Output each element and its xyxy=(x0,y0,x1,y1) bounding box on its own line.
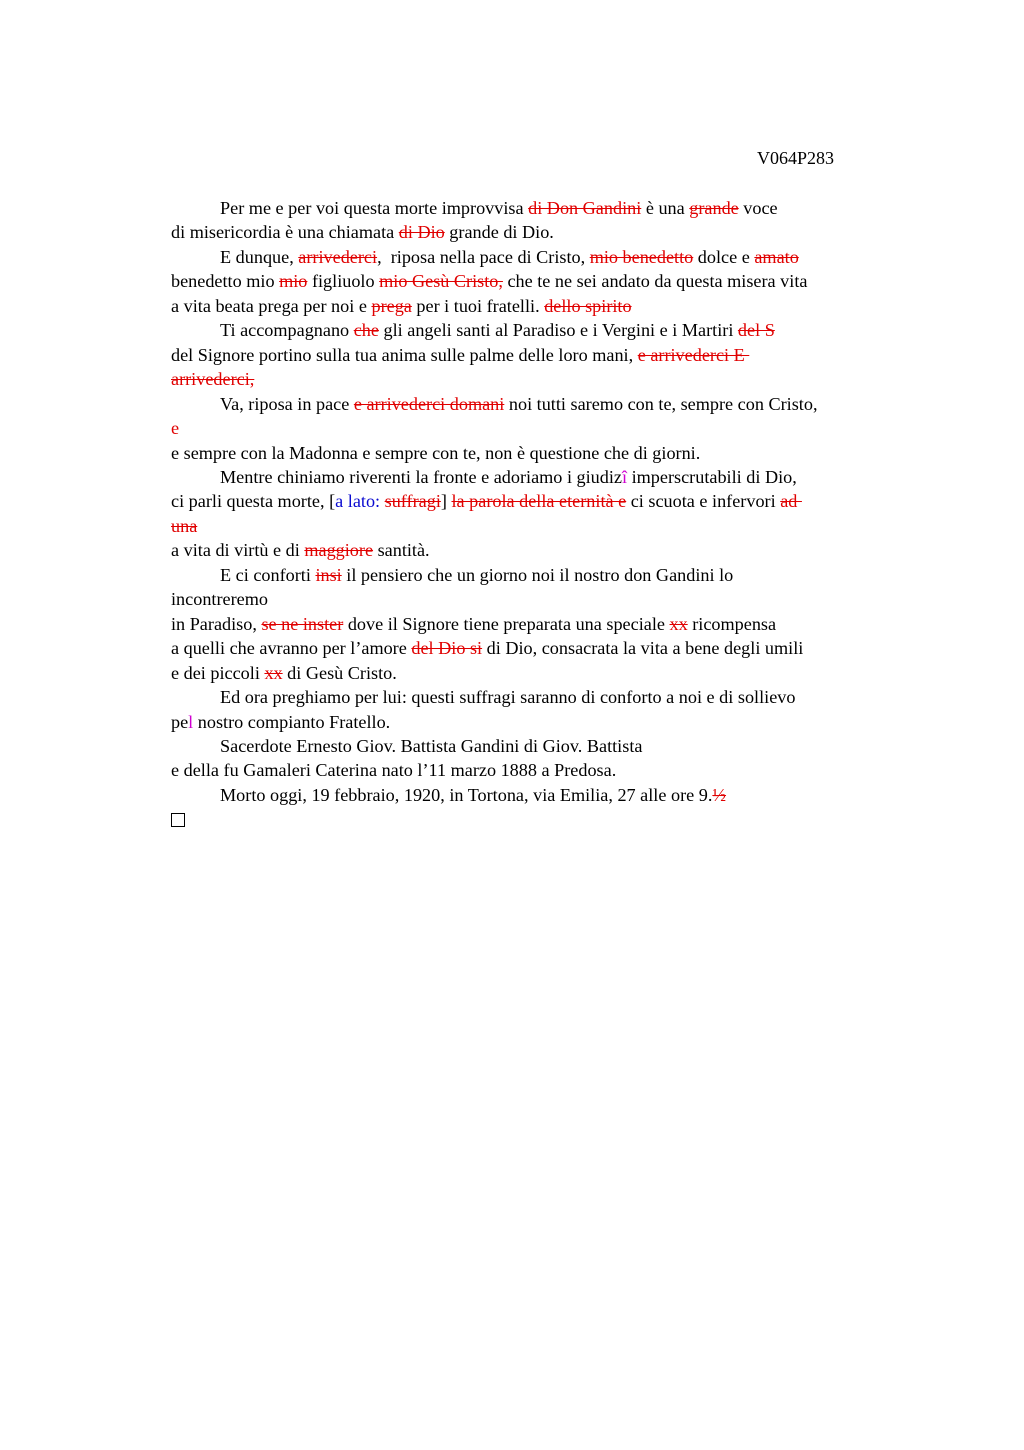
deleted-text: una xyxy=(171,515,198,536)
deleted-text: e arrivederci domani xyxy=(353,393,505,414)
deleted-text: xx xyxy=(264,662,283,683)
deleted-text: mio Gesù Cristo, xyxy=(379,271,503,292)
text-segment: figliuolo xyxy=(307,271,380,292)
text-segment: e della fu Gamaleri Caterina nato l’11 marzo 1888 a Predosa. xyxy=(171,760,617,781)
deleted-text: la parola della eternità e xyxy=(451,491,627,512)
text-line xyxy=(171,758,906,782)
deleted-text: mio xyxy=(279,271,308,292)
deleted-text: e arrivederci E xyxy=(637,344,750,365)
text-segment: imperscrutabili di Dio, xyxy=(627,466,797,487)
text-segment: in Paradiso, xyxy=(171,613,262,634)
deleted-text: arrivederci, xyxy=(171,369,255,390)
text-line xyxy=(171,783,906,807)
text-segment: di Gesù Cristo. xyxy=(282,662,397,683)
text-line xyxy=(171,416,906,440)
text-segment: Per me e per voi questa morte improvvisa xyxy=(220,198,529,218)
text-line xyxy=(171,514,906,538)
text-segment: Mentre chiniamo riverenti la fronte e adoriamo i giudiz xyxy=(220,466,622,487)
highlighted-text: l xyxy=(188,711,194,732)
text-segment: Morto oggi, 19 febbraio, 1920, in Tortona, via Emilia, 27 alle ore 9. xyxy=(220,784,713,805)
deleted-text: xx xyxy=(669,613,688,634)
text-line xyxy=(171,661,906,685)
text-segment: pe xyxy=(171,711,189,732)
text-line xyxy=(171,343,906,367)
text-segment: ricompensa xyxy=(687,613,777,634)
text-segment: incontreremo xyxy=(171,589,268,610)
text-segment: santità. xyxy=(373,540,430,561)
text-segment: benedetto mio xyxy=(171,271,280,292)
text-line xyxy=(171,392,906,416)
deleted-text: del S xyxy=(737,320,775,341)
deleted-text: del Dio si xyxy=(411,638,483,659)
text-segment: è una xyxy=(641,198,690,218)
text-line xyxy=(171,538,906,562)
text-segment: voce xyxy=(738,198,778,218)
deleted-text: grande xyxy=(689,198,739,218)
text-segment: a vita di virtù e di xyxy=(171,540,305,561)
deleted-text: ½ xyxy=(712,784,727,805)
deleted-text: arrivederci xyxy=(298,246,378,267)
deleted-text: prega xyxy=(371,295,412,316)
text-line xyxy=(171,685,906,709)
text-line xyxy=(171,294,906,318)
text-line xyxy=(171,612,906,636)
deleted-text: di Don Gandini xyxy=(528,198,642,218)
text-line xyxy=(171,269,906,293)
deleted-text: se ne inster xyxy=(261,613,344,634)
text-segment: grande di Dio. xyxy=(444,222,554,243)
deleted-text: mio benedetto xyxy=(589,246,694,267)
text-segment: Sacerdote Ernesto Giov. Battista Gandini di Giov. Battista xyxy=(220,735,643,756)
deleted-text: di Dio xyxy=(398,222,445,243)
text-line xyxy=(171,734,906,758)
text-segment: dove il Signore tiene preparata una speciale xyxy=(343,613,670,634)
text-segment: a quelli che avranno per l’amore xyxy=(171,638,412,659)
text-segment: che te ne sei andato da questa misera vita xyxy=(502,271,808,292)
text-line xyxy=(171,318,906,342)
text-line xyxy=(171,220,906,244)
text-line xyxy=(171,441,906,465)
text-segment: , riposa nella pace di Cristo, xyxy=(377,246,590,267)
text-line xyxy=(171,489,906,513)
text-segment: il pensiero che un giorno noi il nostro don Gandini lo xyxy=(341,564,734,585)
text-line xyxy=(171,196,906,220)
page-identifier: V064P283 xyxy=(757,148,835,168)
text-line xyxy=(171,710,906,734)
document-body xyxy=(171,196,906,834)
text-segment: Va, riposa in pace xyxy=(220,393,354,414)
deleted-text: insi xyxy=(315,564,342,585)
text-segment: del Signore portino sulla tua anima sulle palme delle loro mani, xyxy=(171,344,638,365)
text-segment: Ed ora preghiamo per lui: questi suffragi saranno di conforto a noi e di sollievo xyxy=(220,687,796,708)
text-line xyxy=(171,636,906,660)
text-segment: nostro compianto Fratello. xyxy=(193,711,391,732)
highlighted-text: e xyxy=(171,418,180,439)
text-segment: ] xyxy=(440,491,452,512)
text-segment: ci parli questa morte, [ xyxy=(171,491,336,512)
text-line xyxy=(171,465,906,489)
text-line xyxy=(171,367,906,391)
text-segment: ci scuota e infervori xyxy=(626,491,781,512)
text-lines xyxy=(171,196,906,807)
text-segment: e sempre con la Madonna e sempre con te, non è questione che di giorni. xyxy=(171,442,701,463)
deleted-text: ad xyxy=(780,491,802,512)
text-segment: e dei piccoli xyxy=(171,662,265,683)
text-segment: di misericordia è una chiamata xyxy=(171,222,399,243)
text-segment: gli angeli santi al Paradiso e i Vergini e i Martiri xyxy=(378,320,738,341)
text-segment: per i tuoi fratelli. xyxy=(411,295,545,316)
text-segment: di Dio, consacrata la vita a bene degli umili xyxy=(482,638,804,659)
deleted-text: dello spirito xyxy=(544,295,632,316)
text-line xyxy=(171,563,906,587)
text-segment: E dunque, xyxy=(220,246,299,267)
deleted-text: amato xyxy=(754,246,799,267)
text-segment: Ti accompagnano xyxy=(220,320,354,341)
text-line xyxy=(171,587,906,611)
text-segment: noi tutti saremo con te, sempre con Cristo, xyxy=(504,393,818,414)
deleted-text: suffragi xyxy=(384,491,441,512)
deleted-text: maggiore xyxy=(304,540,374,561)
text-segment: E ci conforti xyxy=(220,564,316,585)
deleted-text: che xyxy=(353,320,379,341)
text-segment: dolce e xyxy=(693,246,755,267)
text-segment: a vita beata prega per noi e xyxy=(171,295,372,316)
text-line xyxy=(171,245,906,269)
highlighted-text: î xyxy=(622,466,628,487)
end-box-icon xyxy=(171,813,185,827)
margin-note: a lato: xyxy=(335,491,385,512)
